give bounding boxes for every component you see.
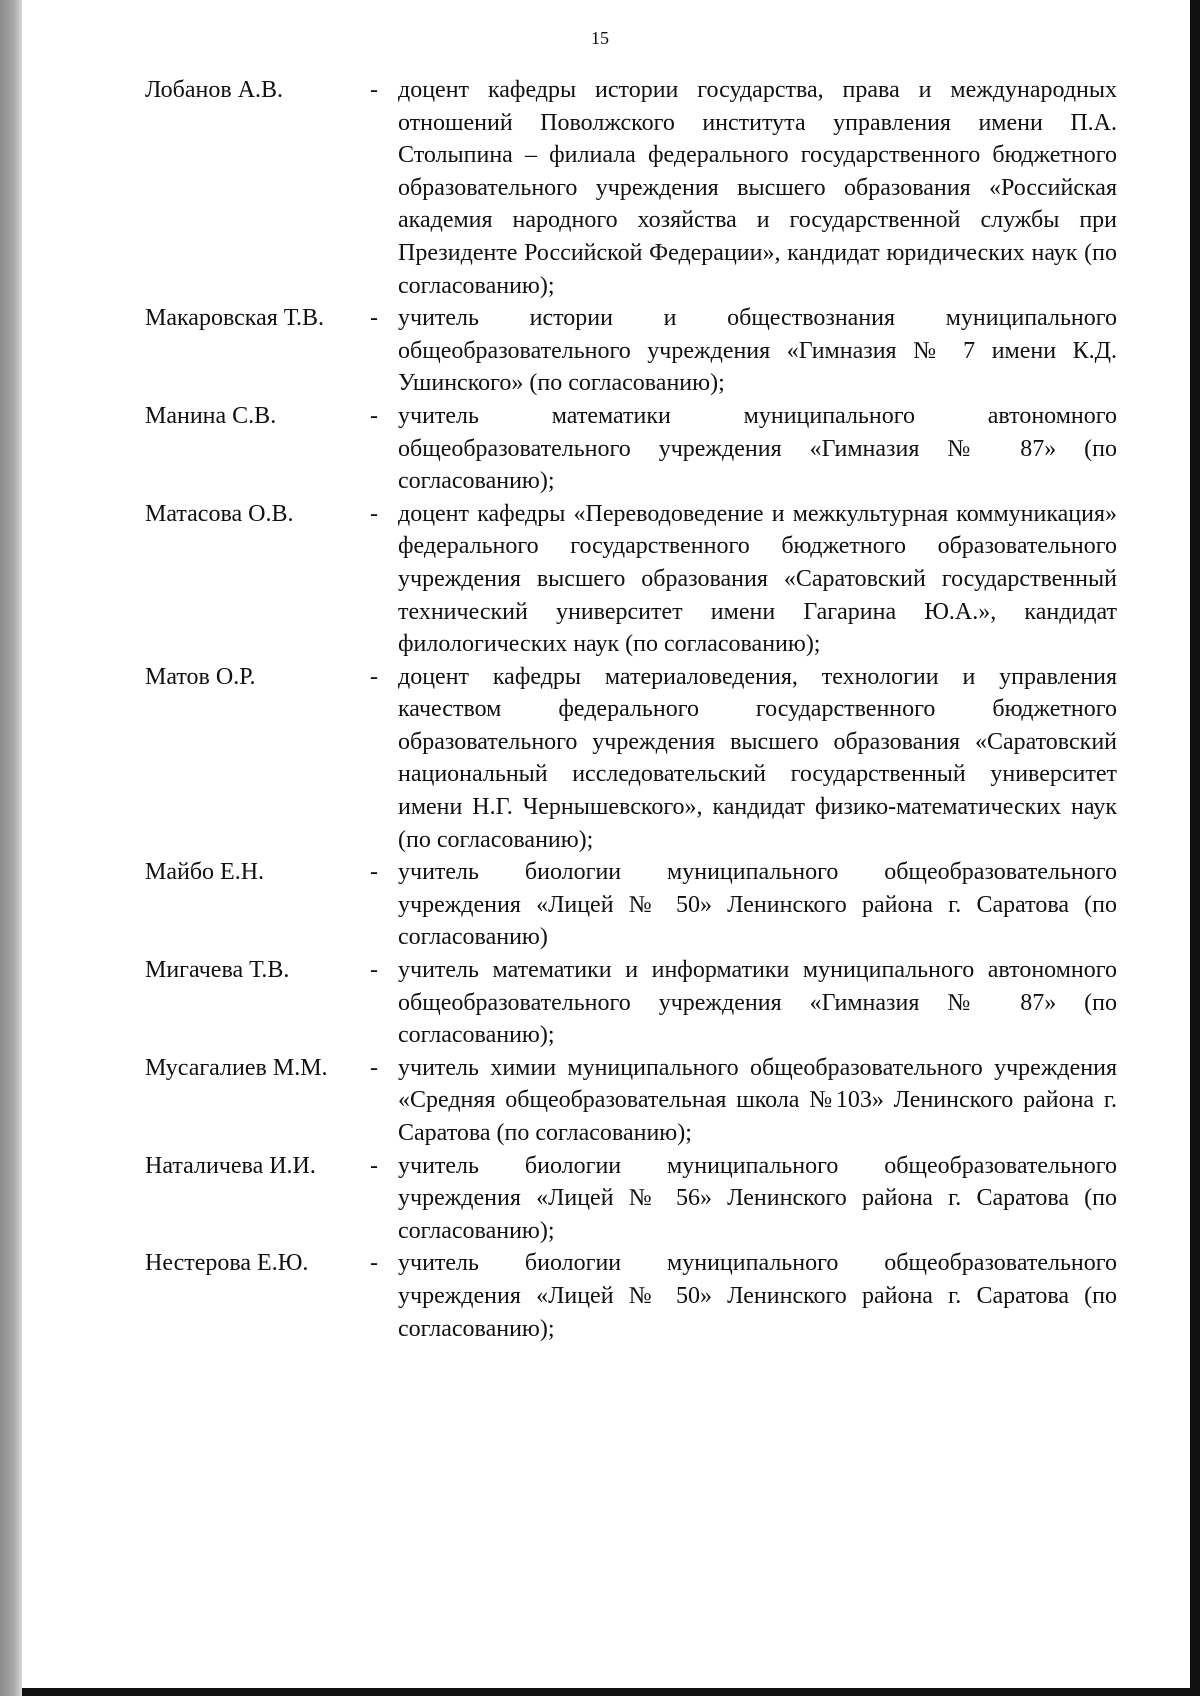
- member-position: учитель биологии муниципального общеобразовательного учреждения «Лицей № 50» Ленинского района г. Саратова (по согласованию): [398, 859, 1117, 951]
- member-position: учитель математики и информатики муниципального автономного общеобразовательного учреждения «Гимназия № 87» (по согласованию);: [398, 957, 1117, 1049]
- roster-entry: [145, 1150, 1117, 1248]
- member-name: Нестерова Е.Ю.: [145, 1250, 309, 1277]
- roster-entry: [145, 74, 1117, 302]
- roster-entry: [145, 856, 1117, 954]
- entry-dash: -: [370, 957, 378, 984]
- entry-dash: -: [370, 1152, 378, 1179]
- scan-right-edge: [1190, 0, 1200, 1696]
- entry-dash: -: [370, 663, 378, 690]
- member-name: Манина С.В.: [145, 402, 277, 429]
- member-position: доцент кафедры материаловедения, технологии и управления качеством федерального государственного бюджетного образовательного учреждения высшего образования «Саратовский национальный исследовательский государственный университет имени Н.Г. Чернышевского», кандидат физико-математических наук (по согласованию);: [398, 663, 1117, 853]
- member-name: Лобанов А.В.: [145, 77, 284, 103]
- roster-entry: [145, 1052, 1117, 1150]
- roster-entry: [145, 498, 1117, 661]
- roster-entry: [145, 661, 1117, 857]
- roster-entry: [145, 400, 1117, 498]
- entry-dash: -: [370, 1054, 378, 1081]
- member-position: учитель химии муниципального общеобразовательного учреждения «Средняя общеобразовательная школа №103» Ленинского района г. Саратова (по согласованию);: [398, 1054, 1117, 1146]
- member-roster: [145, 74, 1117, 1345]
- entry-dash: -: [370, 305, 378, 332]
- member-position: доцент кафедры истории государства, права и международных отношений Поволжского института управления имени П.А. Столыпина – филиала федерального государственного бюджетного образовательного учреждения высшего образования «Российская академия народного хозяйства и государственной службы при Президенте Российской Федерации», кандидат юридических наук (по согласованию);: [398, 77, 1117, 299]
- member-position: учитель биологии муниципального общеобразовательного учреждения «Лицей № 56» Ленинского района г. Саратова (по согласованию);: [398, 1152, 1117, 1244]
- roster-entry: [145, 302, 1117, 400]
- member-position: учитель математики муниципального автономного общеобразовательного учреждения «Гимназия № 87» (по согласованию);: [398, 402, 1117, 495]
- member-name: Майбо Е.Н.: [145, 859, 265, 886]
- entry-dash: -: [370, 77, 378, 103]
- roster-entry: [145, 954, 1117, 1052]
- roster-entry: [145, 1247, 1117, 1345]
- member-position: учитель истории и обществознания муниципального общеобразовательного учреждения «Гимназия № 7 имени К.Д. Ушинского» (по согласованию);: [398, 305, 1117, 397]
- page-number: 15: [591, 28, 609, 48]
- member-name: Мусагалиев М.М.: [145, 1054, 328, 1081]
- scan-bottom-edge: [22, 1688, 1200, 1696]
- entry-dash: -: [370, 1250, 378, 1277]
- member-name: Макаровская Т.В.: [145, 305, 325, 332]
- member-position: доцент кафедры «Переводоведение и межкультурная коммуникация» федерального государственного бюджетного образовательного учреждения высшего образования «Саратовский государственный технический университет имени Гагарина Ю.А.», кандидат филологических наук (по согласованию);: [398, 500, 1117, 658]
- member-name: Мигачева Т.В.: [145, 957, 290, 984]
- member-position: учитель биологии муниципального общеобразовательного учреждения «Лицей № 50» Ленинского района г. Саратова (по согласованию);: [398, 1250, 1117, 1342]
- member-name: Наталичева И.И.: [145, 1152, 316, 1179]
- scan-left-edge: [0, 0, 22, 1696]
- entry-dash: -: [370, 500, 378, 527]
- member-name: Матов О.Р.: [145, 663, 256, 690]
- member-name: Матасова О.В.: [145, 500, 294, 527]
- entry-dash: -: [370, 402, 378, 429]
- entry-dash: -: [370, 859, 378, 886]
